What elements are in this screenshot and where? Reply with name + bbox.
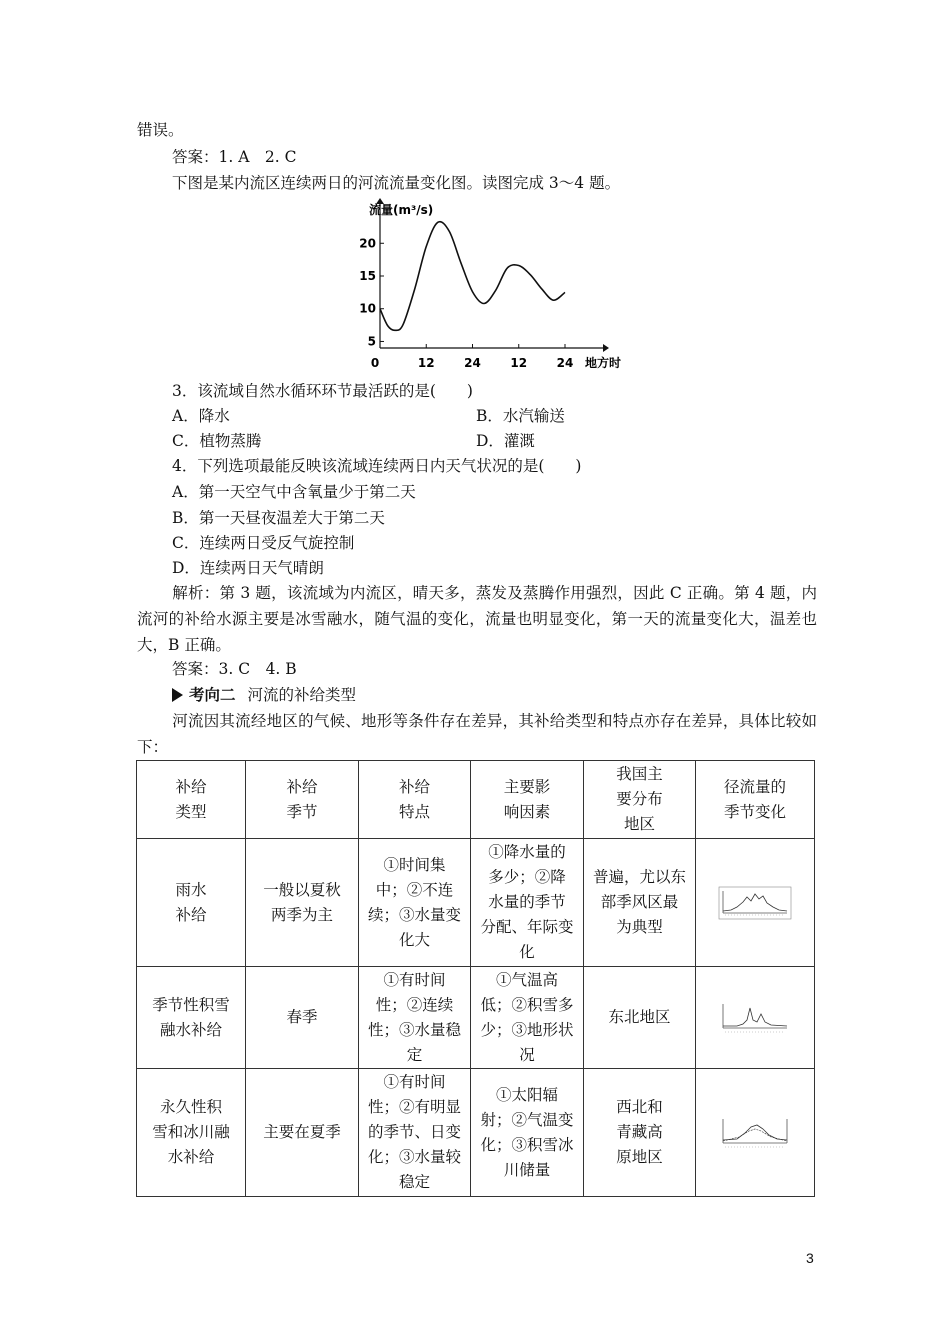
question-4-option-a: A．第一天空气中含氧量少于第二天 xyxy=(172,483,416,501)
table-cell: 雨水 补给 xyxy=(137,839,246,967)
text-line: 错误。 xyxy=(137,121,184,139)
table-cell: 一般以夏秋 两季为主 xyxy=(246,839,359,967)
flow-series-line xyxy=(380,222,565,331)
question-4-option-d: D．连续两日天气晴朗 xyxy=(172,559,324,577)
table-row xyxy=(137,839,815,967)
header-cell: 补给 季节 xyxy=(246,761,359,839)
y-tick-label: 10 xyxy=(359,301,376,316)
table-cell: 普遍，尤以东 部季风区最 为典型 xyxy=(584,839,696,967)
section-label: 考向二 xyxy=(189,685,236,704)
header-cell: 主要影 响因素 xyxy=(471,761,584,839)
table-cell: ①气温高 低；②积雪多 少；③地形状 况 xyxy=(471,967,584,1069)
intro-paragraph: 河流因其流经地区的气候、地形等条件存在差异，其补给类型和特点亦存在差异，具体比较如下： xyxy=(137,712,817,756)
table-cell: 春季 xyxy=(246,967,359,1069)
river-flow-chart xyxy=(355,196,630,376)
table-row xyxy=(137,967,815,1069)
header-cell: 补给 特点 xyxy=(359,761,471,839)
table-cell: 季节性积雪 融水补给 xyxy=(137,967,246,1069)
x-tick-label: 24 xyxy=(464,356,481,370)
y-axis-label: 流量(m³/s) xyxy=(369,203,434,217)
table-cell: ①有时间 性；②有明显 的季节、日变 化；③水量较 稳定 xyxy=(359,1069,471,1197)
x-tick-label: 12 xyxy=(417,356,435,370)
y-tick-label: 15 xyxy=(359,269,376,283)
question-3-option-a: A．降水 xyxy=(172,407,230,425)
answer-line-2: 答案：3. C 4. B xyxy=(172,660,297,678)
question-4-option-c: C．连续两日受反气旋控制 xyxy=(172,534,355,552)
analysis-paragraph: 解析：第 3 题，该流域为内流区，晴天多，蒸发及蒸腾作用强烈，因此 C 正确。第 4 题，内流河的补给水源主要是冰雪融水，随气温的变化，流量也明显变化，第一天的流量变化大，温差也大，B 正确。 xyxy=(137,584,817,654)
river-supply-table xyxy=(136,760,815,1197)
x-axis-arrow-icon xyxy=(603,344,609,352)
question-3-option-d: D．灌溉 xyxy=(476,432,535,450)
question-3-stem: 3．该流域自然水循环环节最活跃的是( ) xyxy=(172,382,473,400)
table-cell: 主要在夏季 xyxy=(246,1069,359,1197)
x-axis-label: 地方时 xyxy=(585,356,622,370)
x-tick-label: 24 xyxy=(556,356,574,370)
question-4-option-b: B．第一天昼夜温差大于第二天 xyxy=(172,509,385,527)
header-cell: 我国主 要分布 地区 xyxy=(584,761,696,839)
table-cell xyxy=(696,839,815,967)
y-tick-label: 20 xyxy=(359,236,376,251)
table-cell: ①时间集 中；②不连 续；③水量变 化大 xyxy=(359,839,471,967)
table-cell: ①降水量的 多少；②降 水量的季节 分配、年际变 化 xyxy=(471,839,584,967)
table-cell: ①太阳辐 射；②气温变 化；③积雪冰 川储量 xyxy=(471,1069,584,1197)
table-row xyxy=(137,1069,815,1197)
table-cell xyxy=(696,967,815,1069)
section-title: 河流的补给类型 xyxy=(247,686,357,704)
section-heading xyxy=(172,684,356,706)
play-triangle-icon xyxy=(172,688,183,702)
y-tick-label: 5 xyxy=(367,334,376,349)
table-header-row xyxy=(137,761,815,839)
glacier-runoff-thumbnail xyxy=(717,1115,793,1151)
question-4-stem: 4．下列选项最能反映该流域连续两日内天气状况的是( ) xyxy=(172,457,582,475)
table-cell: 永久性积 雪和冰川融 水补给 xyxy=(137,1069,246,1197)
header-cell: 补给 类型 xyxy=(137,761,246,839)
table-cell xyxy=(696,1069,815,1197)
x-tick-label: 12 xyxy=(510,356,528,370)
table-cell: 西北和 青藏高 原地区 xyxy=(584,1069,696,1197)
chart-intro-line: 下图是某内流区连续两日的河流流量变化图。读图完成 3～4 题。 xyxy=(172,174,621,192)
question-3-option-c: C．植物蒸腾 xyxy=(172,432,262,450)
table-cell: ①有时间 性；②连续 性；③水量稳 定 xyxy=(359,967,471,1069)
rain-runoff-thumbnail xyxy=(717,885,793,921)
header-cell: 径流量的 季节变化 xyxy=(696,761,815,839)
answer-line-1: 答案：1. A 2. C xyxy=(172,148,297,166)
x-tick-label: 0 xyxy=(370,356,380,370)
snowmelt-runoff-thumbnail xyxy=(717,1000,793,1036)
page-number: 3 xyxy=(806,1250,814,1266)
question-3-option-b: B．水汽输送 xyxy=(476,407,565,425)
table-cell: 东北地区 xyxy=(584,967,696,1069)
